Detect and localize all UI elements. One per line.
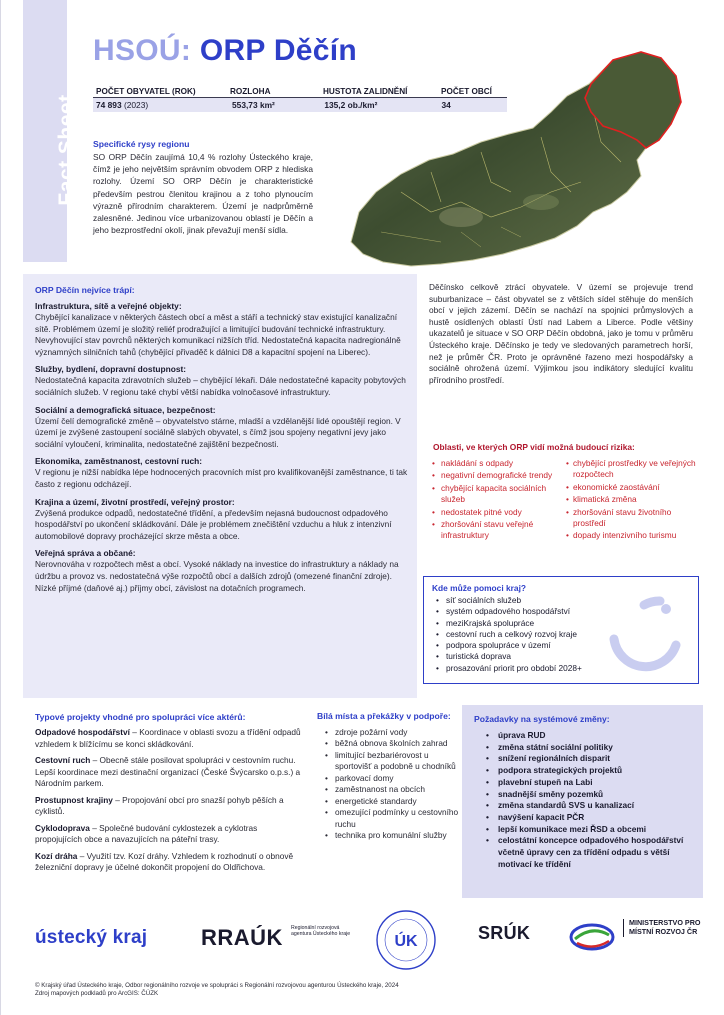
list-item bbox=[35, 755, 305, 790]
risks-block bbox=[429, 442, 697, 543]
list-item: • zaměstnanost na obcích bbox=[311, 784, 461, 796]
list-item: • lepší komunikace mezi ŘSD a obcemi bbox=[472, 824, 693, 836]
list-item: • plavební stupeň na Labi bbox=[472, 777, 693, 789]
problem-infrastructure bbox=[35, 300, 411, 358]
smiley-icon bbox=[604, 595, 684, 677]
project-text: – Využití tzv. Kozí dráhy. Vzhledem k rozhodnutí o obnově železniční dopravy je účelné dokončit propojení do Oldřichova. bbox=[35, 850, 294, 872]
problems-heading: ORP Děčín nejvíce trápí: bbox=[35, 285, 135, 295]
list-item: • klimatická změna bbox=[563, 494, 697, 505]
list-item: • snížení regionálních disparit bbox=[472, 753, 693, 765]
mmr-emblem-icon bbox=[569, 921, 615, 951]
requirements-heading: Požadavky na systémové změny: bbox=[474, 714, 610, 724]
list-item: • zhoršování stavu veřejné infrastruktury bbox=[429, 519, 563, 542]
list-item bbox=[35, 823, 305, 846]
project-text: – Obecně stále posilovat spolupráci v cestovním ruchu. Lepší koordinace mezi destinační organizací (České Švýcarsko o.p.s.) a Národním parkem. bbox=[35, 755, 301, 788]
list-item: • navýšení kapacit PČR bbox=[472, 812, 693, 824]
ustecky-kraj-logo: ústecký kraj bbox=[35, 927, 148, 948]
list-item: • energetické standardy bbox=[311, 796, 461, 808]
region-description: Děčínsko celkově ztrácí obyvatele. V území se projevuje trend suburbanizace – část obyvatel se z větších sídel stěhuje do menších obcí v jejich zázemí. Děčín se nachází na spojnici průmyslových a hustě osídlených oblastí Ústí nad Labem a Liberce. Podle většiny ukazatelů je situace v SO ORP Děčín obdobná, jako je tomu v průměru Ústeckého kraje. Děčínsko je tedy ve sledovaných parametrech horší, než je průměr ČR. Proto je oprávněné řazeno mezi hospodářsky a sociálně ohrožená území. Výjimkou jsou indikátory sledující kvalitu přírodního prostředí. bbox=[429, 282, 693, 385]
list-item: • dopady intenzivního turismu bbox=[563, 530, 697, 541]
side-strip bbox=[23, 0, 78, 262]
project-name: Cestovní ruch bbox=[35, 755, 91, 765]
project-text: – Společné budování cyklostezek a cyklotras propojujících obce a navazujících na páteřní trasy. bbox=[35, 822, 258, 844]
population-value: 74 893 bbox=[96, 100, 122, 110]
problem-title: Infrastruktura, sítě a veřejné objekty: bbox=[35, 301, 182, 311]
list-item: • cestovní ruch a celkový rozvoj kraje bbox=[432, 629, 690, 640]
stats-area: 553,73 km² bbox=[232, 100, 275, 110]
problems-list bbox=[35, 300, 411, 599]
list-item: • běžná obnova školních zahrad bbox=[311, 738, 461, 750]
stats-municipalities: 34 bbox=[441, 100, 451, 110]
stamp-text: ÚK bbox=[394, 933, 418, 950]
list-item: • nedostatek pitné vody bbox=[429, 507, 563, 518]
project-text: – Koordinace v oblasti svozu a třídění odpadů vzhledem k blížícímu se konci skládkování. bbox=[35, 727, 301, 749]
list-item: • turistická doprava bbox=[432, 651, 690, 662]
page-title bbox=[93, 34, 357, 68]
list-item: • síť sociálních služeb bbox=[432, 595, 690, 606]
list-item: • změna státní sociální politiky bbox=[472, 742, 693, 754]
list-item: • chybějící kapacita sociálních služeb bbox=[429, 483, 563, 506]
list-item: • zdroje požární vody bbox=[311, 727, 461, 739]
list-item: • parkovací domy bbox=[311, 773, 461, 785]
list-item: • celostátní koncepce odpadového hospodářství včetně úpravy cen za třídění odpadu s větší motivací ke třídění bbox=[472, 835, 693, 870]
list-item: • prosazování priorit pro období 2028+ bbox=[432, 663, 690, 674]
help-heading: Kde může pomoci kraj? bbox=[432, 583, 527, 593]
list-item bbox=[35, 727, 305, 750]
population-year: (2023) bbox=[123, 100, 149, 110]
list-item: • negativní demografické trendy bbox=[429, 470, 563, 481]
white-spots-block bbox=[311, 705, 461, 905]
sruk-logo: SRÚK bbox=[478, 923, 531, 943]
stats-density: 135,2 ob./km² bbox=[324, 100, 378, 110]
requirements-block bbox=[462, 705, 703, 898]
rrauk-logo: RRAÚK bbox=[201, 925, 283, 950]
intro-text: SO ORP Děčín zaujímá 10,4 % rozlohy Ústeckého kraje, čímž je jeho největším správním obvodem ORP z hlediska rozlohy. Území SO ORP Děčín je charakteristické především pestrou členitou krajinou a z toho plynoucím výrazně přírodním charakterem. Území je nadprůměrně zalesněné. Jedinou více urbanizovanou oblastí je Děčín a jeho bezprostřední okolí, jinak převažují menší sídla. bbox=[93, 152, 313, 236]
problem-text: V regionu je nižší nabídka lépe hodnocených pracovních míst pro kvalifikovanější zaměstnance, ti tak často z regionu odcházejí. bbox=[35, 467, 408, 489]
mmr-logo: MINISTERSTVO PRO MÍSTNÍ ROZVOJ ČR bbox=[623, 919, 703, 937]
side-strip-label: Fact Sheet bbox=[55, 94, 78, 206]
logos-bar bbox=[23, 905, 703, 975]
project-name: Cyklodoprava bbox=[35, 822, 90, 833]
list-item: • technika pro komunální služby bbox=[311, 830, 461, 842]
risks-column-1 bbox=[429, 458, 563, 543]
title-region: ORP Děčín bbox=[199, 34, 358, 67]
problem-title: Ekonomika, zaměstnanost, cestovní ruch: bbox=[35, 456, 203, 467]
rrauk-logo-subtitle: Regionální rozvojová agentura Ústeckého kraje bbox=[291, 925, 351, 938]
footer-copyright: © Krajský úřad Ústeckého kraje, Odbor regionálního rozvoje ve spolupráci s Regionální rozvojovou agenturou Ústeckého kraje, 2024 bbox=[35, 982, 399, 989]
list-item: • změna standardů SVS u kanalizací bbox=[472, 800, 693, 812]
list-item: • zhoršování stavu životního prostředí bbox=[563, 507, 697, 530]
region-map bbox=[341, 42, 686, 274]
title-prefix: HSOÚ: bbox=[93, 34, 192, 67]
problem-text: Nerovnováha v rozpočtech měst a obcí. Vysoké náklady na investice do infrastruktury a náklady na údržbu a provoz vs. nedostatečná výše rozpočtů obcí a dalších zdrojů (omezené finanční zdroje). Nízké příjmé (daňové aj.) příjmy obcí, závislost na dotačních programech. bbox=[35, 559, 399, 593]
list-item: • systém odpadového hospodářství bbox=[432, 606, 690, 617]
projects-heading: Typové projekty vhodné pro spolupráci více aktérů: bbox=[35, 712, 246, 722]
list-item: • chybějící prostředky ve veřejných rozpočtech bbox=[563, 458, 697, 481]
list-item: • snadnější směny pozemků bbox=[472, 789, 693, 801]
risks-column-2 bbox=[563, 458, 697, 543]
project-name: Kozí dráha bbox=[35, 850, 78, 861]
list-item: • podpora spolupráce v území bbox=[432, 640, 690, 651]
problem-social bbox=[35, 404, 411, 451]
project-name: Odpadové hospodářství bbox=[35, 727, 130, 737]
problem-administration bbox=[35, 547, 411, 594]
stats-population bbox=[96, 100, 232, 110]
problem-services bbox=[35, 363, 411, 398]
problem-economy bbox=[35, 455, 411, 490]
white-spots-heading: Bílá místa a překážky v podpoře: bbox=[317, 711, 451, 721]
intro-heading: Specifické rysy regionu bbox=[93, 139, 190, 149]
problem-title: Sociální a demografická situace, bezpečnost: bbox=[35, 404, 216, 415]
list-item: • limitující bezbariérovost u sportovišť a podobně u chodníků bbox=[311, 750, 461, 773]
list-item: • omezující podmínky u cestovního ruchu bbox=[311, 807, 461, 830]
stats-header-municipalities: POČET OBCÍ bbox=[441, 87, 492, 96]
footer-map-source: Zdroj mapových podkladů pro ArcGIS: ČÚZK bbox=[35, 990, 159, 998]
footer bbox=[35, 982, 399, 999]
problem-environment bbox=[35, 496, 411, 543]
problem-text: Nedostatečná kapacita zdravotních služeb – chybějící lékaři. Dále nedostatečné kapacity pobytových sociálních služeb. V regionu také chybí větší nabídka volnočasové infrastruktury. bbox=[35, 375, 406, 397]
projects-block bbox=[35, 712, 305, 879]
project-name: Prostupnost krajiny bbox=[35, 794, 113, 805]
problem-title: Služby, bydlení, dopravní dostupnost: bbox=[35, 364, 187, 375]
problem-text: Zvýšená produkce odpadů, nedostatečné třídění, a především nejasná budoucnost odpadového hospodářství po ukončení skládkování. Dále je problémem znečištění vzduchu a hluk z intenzivní automobilové dopravy procházející skrze města a obce. bbox=[35, 507, 392, 541]
stats-header-population: POČET OBYVATEL (ROK) bbox=[96, 87, 196, 96]
problem-title: Veřejná správa a občané: bbox=[35, 548, 136, 559]
problem-text: Území čelí demografické změně – obyvatelstvo stárne, mladší a vzdělanější lidé opouštějí region. V území je zvýšené zastoupení sociálně slabých obyvatel, s čímž jsou spojeny negativní jevy jako sociální vyloučení, kriminalita, nedostatečné zajištění bezpečnosti. bbox=[35, 415, 401, 449]
list-item: • nakládání s odpady bbox=[429, 458, 563, 469]
list-item: • ekonomické zaostávání bbox=[563, 482, 697, 493]
risks-columns bbox=[429, 458, 697, 543]
problem-title: Krajina a území, životní prostředí, veřejný prostor: bbox=[35, 496, 235, 507]
stats-header-density: HUSTOTA ZALIDNĚNÍ bbox=[323, 87, 408, 96]
list-item: • meziKrajská spolupráce bbox=[432, 618, 690, 629]
list-item bbox=[35, 795, 305, 818]
risks-heading: Oblasti, ve kterých ORP vidí možná budoucí rizika: bbox=[433, 442, 635, 452]
list-item: • podpora strategických projektů bbox=[472, 765, 693, 777]
project-text: – Propojování obcí pro snazší pohyb pěších a cyklistů. bbox=[35, 794, 284, 816]
list-item: • úprava RUD bbox=[472, 730, 693, 742]
problem-text: Chybějící kanalizace v některých částech obcí a měst a stáří a technický stav existující kanalizační sítě. Problémem území je složitý reliéf prodražující a limitující budování technické infrastruktury. Nevyhovující stav povrchů některých komunikací nižších tříd. Nedostatečná kapacita nadregionálně významných silničních tahů (chybějící přivaděč k dálnici D8 a kapacitní spojení na Liberec). bbox=[35, 312, 401, 357]
stats-header-area: ROZLOHA bbox=[230, 87, 271, 96]
regional-stamp-logo bbox=[375, 909, 437, 971]
help-box bbox=[423, 576, 699, 684]
list-item bbox=[35, 851, 305, 874]
